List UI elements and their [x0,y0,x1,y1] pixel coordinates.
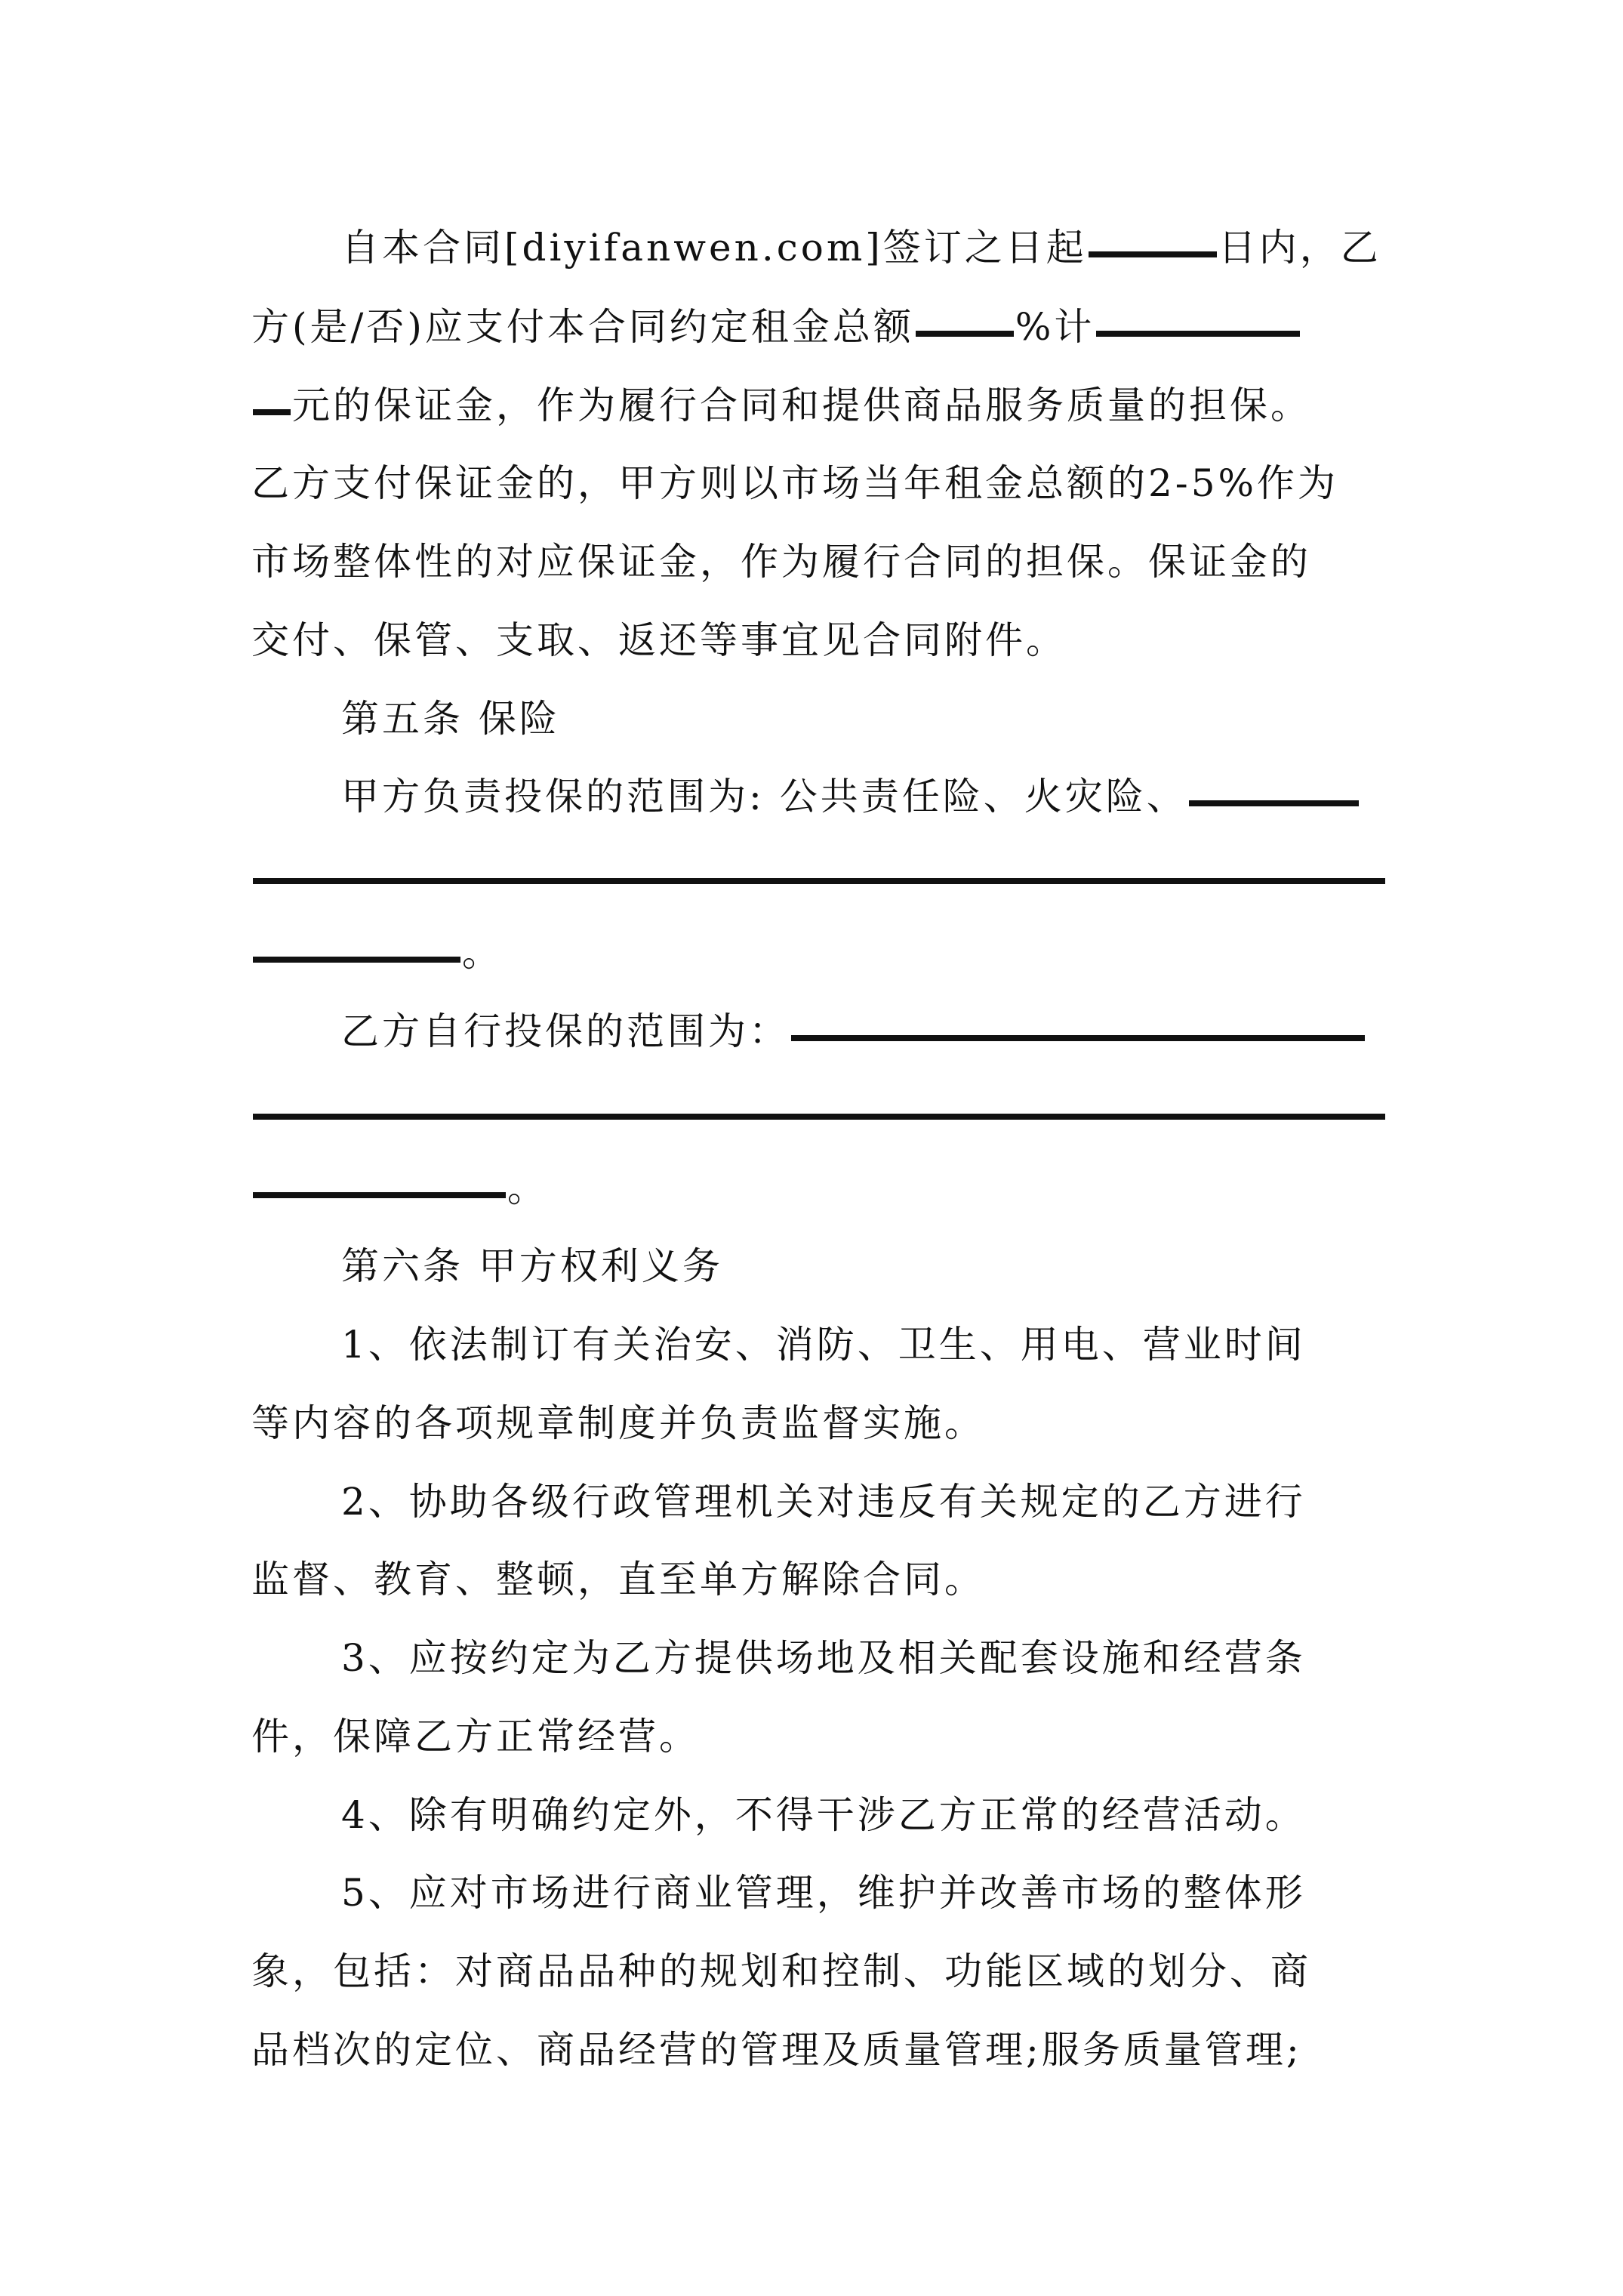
paragraph-line: 监督、教育、整顿，直至单方解除合同。 [251,1558,985,1601]
text-run: 日内，乙 [1218,226,1381,270]
text-run: %计 [1015,305,1095,349]
fill-blank [1096,331,1300,337]
paragraph-line: 等内容的各项规章制度并负责监督实施。 [251,1401,985,1445]
blank-line [251,1080,1387,1140]
paragraph-line: 市场整体性的对应保证金，作为履行合同的担保。保证金的 [251,540,1311,584]
paragraph-line: 件，保障乙方正常经营。 [251,1715,700,1758]
text-run: 方(是/否)应支付本合同约定租金总额 [251,305,914,349]
paragraph-line [251,297,1301,357]
blank-line [251,844,1387,905]
paragraph-line: 2、协助各级行政管理机关对违反有关规定的乙方进行 [341,1480,1306,1524]
fill-blank [253,957,460,963]
fill-blank [253,409,291,415]
paragraph-line: 1、依法制订有关治安、消防、卫生、用电、营业时间 [341,1323,1306,1367]
paragraph-line [251,375,1311,436]
fill-blank [916,331,1014,337]
fill-blank [253,1192,506,1198]
paragraph-line: 乙方支付保证金的，甲方则以市场当年租金总额的2-5%作为 [251,461,1339,505]
paragraph-line [341,766,1360,827]
paragraph-line: 4、除有明确约定外，不得干涉乙方正常的经营活动。 [341,1793,1306,1837]
paragraph-line: 象，包括：对商品品种的规划和控制、功能区域的划分、商 [251,1949,1311,1993]
paragraph-line: 交付、保管、支取、返还等事宜见合同附件。 [251,618,1067,662]
text-run: 自本合同[diyifanwen.com]签订之日起 [341,226,1087,270]
fill-blank [791,1035,1365,1041]
paragraph-line [251,923,503,983]
text-run: 。 [462,931,503,975]
paragraph-line: 3、应按约定为乙方提供场地及相关配套设施和经营条 [341,1636,1306,1680]
section-heading: 第五条 保险 [341,697,560,741]
paragraph-line: 品档次的定位、商品经营的管理及质量管理;服务质量管理; [251,2028,1302,2072]
paragraph-line [341,1001,1366,1062]
section-heading: 第六条 甲方权利义务 [341,1244,723,1288]
text-run: 元的保证金，作为履行合同和提供商品服务质量的担保。 [292,384,1311,427]
fill-blank [1189,800,1359,806]
paragraph-line: 5、应对市场进行商业管理，维护并改善市场的整体形 [341,1871,1306,1915]
paragraph-line [251,1158,548,1219]
fill-blank [253,1114,1385,1120]
text-run: 乙方自行投保的范围为： [341,1009,790,1053]
paragraph-line [341,217,1381,278]
fill-blank [253,878,1385,884]
fill-blank [1089,251,1217,257]
text-run: 。 [507,1166,548,1210]
text-run: 甲方负责投保的范围为: 公共责任险、火灾险、 [341,775,1187,818]
